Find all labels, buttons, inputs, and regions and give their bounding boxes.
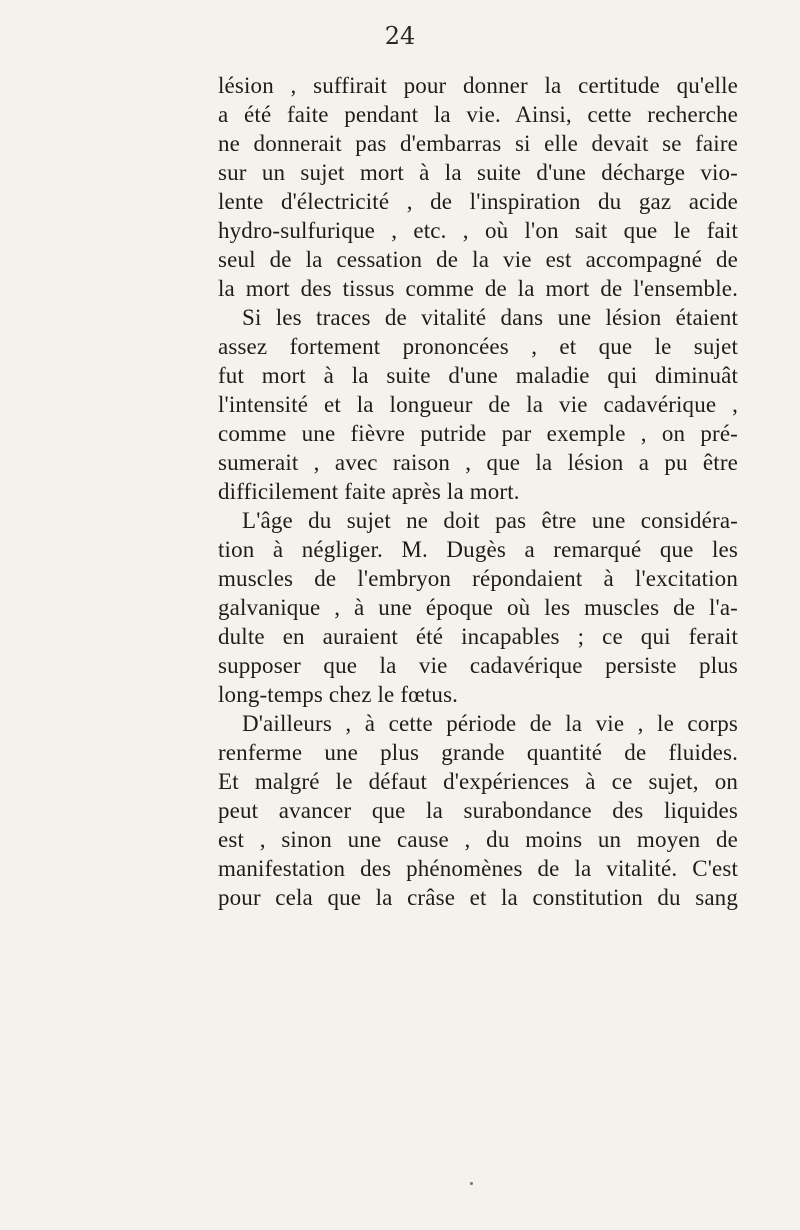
text-line: pour cela que la crâse et la constitution du sang <box>218 885 738 910</box>
paragraph-end-line: difficilement faite après la mort. <box>218 479 520 504</box>
text-line: renferme une plus grande quantité de fluides. <box>218 740 738 765</box>
paragraph-start-line: Si les traces de vitalité dans une lésion étaient <box>242 305 738 330</box>
paragraph-start-line: L'âge du sujet ne doit pas être une considéra- <box>242 508 738 533</box>
text-line: comme une fièvre putride par exemple , on pré- <box>218 421 738 446</box>
paragraph-end-line: long-temps chez le fœtus. <box>218 682 459 707</box>
page-number: 24 <box>384 22 416 50</box>
text-line: seul de la cessation de la vie est accompagné de <box>218 247 738 272</box>
text-line: fut mort à la suite d'une maladie qui diminuât <box>218 363 738 388</box>
text-line: peut avancer que la surabondance des liquides <box>218 798 738 823</box>
text-line: dulte en auraient été incapables ; ce qui ferait <box>218 624 738 649</box>
text-line: manifestation des phénomènes de la vitalité. C'est <box>218 856 738 881</box>
ink-speck <box>470 1182 473 1185</box>
text-line: lésion , suffirait pour donner la certitude qu'elle <box>218 73 738 98</box>
text-line: a été faite pendant la vie. Ainsi, cette recherche <box>218 102 738 127</box>
text-line: galvanique , à une époque où les muscles de l'a- <box>218 595 738 620</box>
text-line: hydro-sulfurique , etc. , où l'on sait que le fait <box>218 218 738 243</box>
text-line: Et malgré le défaut d'expériences à ce sujet, on <box>218 769 738 794</box>
text-line: est , sinon une cause , du moins un moyen de <box>218 827 738 852</box>
text-line: sur un sujet mort à la suite d'une décharge vio- <box>218 160 738 185</box>
paragraph-start-line: D'ailleurs , à cette période de la vie , le corps <box>242 711 738 736</box>
text-line: l'intensité et la longueur de la vie cadavérique , <box>218 392 738 417</box>
text-line: muscles de l'embryon répondaient à l'excitation <box>218 566 738 591</box>
text-line: tion à négliger. M. Dugès a remarqué que les <box>218 537 738 562</box>
text-line: sumerait , avec raison , que la lésion a pu être <box>218 450 738 475</box>
text-line: assez fortement prononcées , et que le sujet <box>218 334 738 359</box>
text-line: lente d'électricité , de l'inspiration du gaz acide <box>218 189 738 214</box>
text-line: la mort des tissus comme de la mort de l'ensemble. <box>218 276 738 301</box>
text-line: supposer que la vie cadavérique persiste plus <box>218 653 738 678</box>
text-line: ne donnerait pas d'embarras si elle devait se faire <box>218 131 738 156</box>
